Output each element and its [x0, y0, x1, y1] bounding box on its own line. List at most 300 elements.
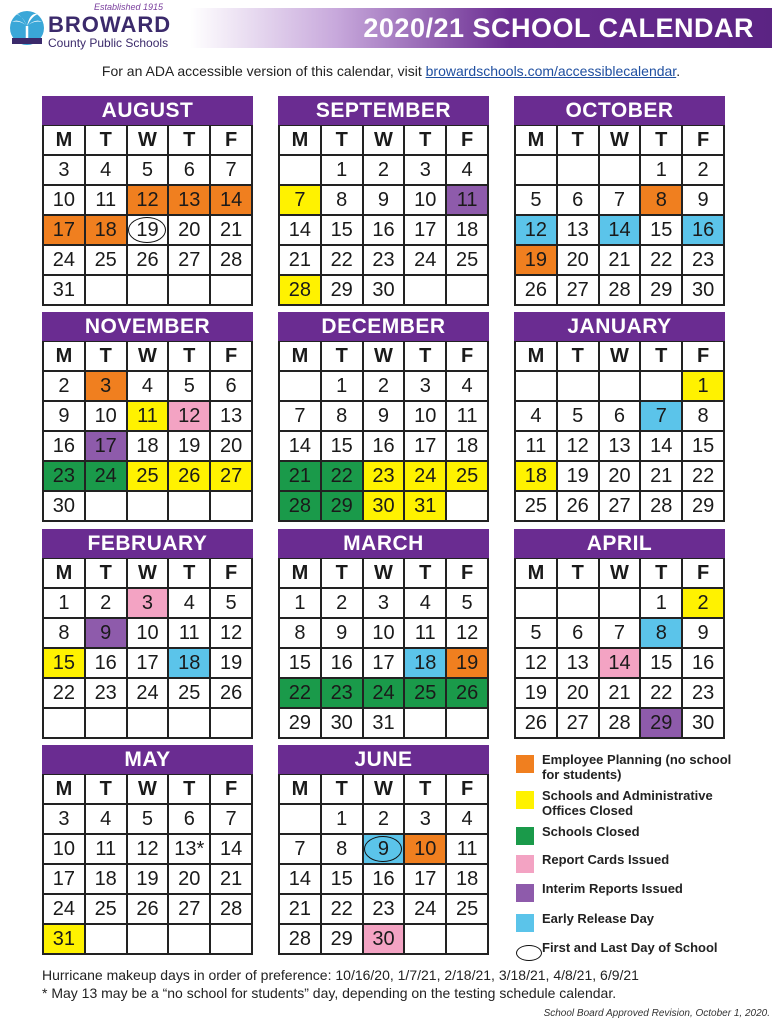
legend-label: Report Cards Issued: [542, 852, 670, 867]
empty-cell: [169, 709, 211, 739]
weekday-label: T: [86, 559, 128, 589]
day-cell: 1: [641, 156, 683, 186]
day-cell: 25: [447, 246, 489, 276]
day-cell: 16: [364, 216, 406, 246]
day-cell: 21: [280, 462, 322, 492]
day-cell: 13: [600, 432, 642, 462]
day-cell: 11: [128, 402, 170, 432]
month-header: SEPTEMBER: [278, 96, 489, 125]
day-cell: 20: [169, 216, 211, 246]
day-cell: 15: [322, 216, 364, 246]
day-cell: 10: [364, 619, 406, 649]
day-cell: 10: [128, 619, 170, 649]
day-cell: 24: [44, 895, 86, 925]
day-cell: 16: [683, 649, 725, 679]
may-13-note: * May 13 may be a “no school for students” day, depending on the testing schedule calendar.: [42, 985, 617, 1001]
day-cell: 6: [558, 619, 600, 649]
weekday-label: T: [641, 126, 683, 156]
weekday-label: T: [322, 342, 364, 372]
day-cell: 19: [128, 216, 170, 246]
day-cell: 17: [405, 432, 447, 462]
day-cell: 24: [86, 462, 128, 492]
month-grid: [278, 341, 489, 522]
month-april: [514, 529, 725, 739]
day-cell: 2: [44, 372, 86, 402]
day-cell: 14: [280, 216, 322, 246]
day-cell: 5: [516, 186, 558, 216]
weekday-label: T: [86, 342, 128, 372]
day-cell: 4: [86, 805, 128, 835]
month-may: [42, 745, 253, 955]
day-cell: 4: [516, 402, 558, 432]
day-cell: 25: [86, 246, 128, 276]
day-cell: 9: [322, 619, 364, 649]
day-cell: 14: [600, 649, 642, 679]
day-cell: 15: [280, 649, 322, 679]
day-cell: 5: [128, 156, 170, 186]
day-cell: 11: [86, 186, 128, 216]
day-cell: 5: [447, 589, 489, 619]
day-cell: 26: [558, 492, 600, 522]
day-cell: 31: [44, 925, 86, 955]
day-cell: 8: [280, 619, 322, 649]
month-header: JANUARY: [514, 312, 725, 341]
day-cell: 24: [405, 246, 447, 276]
day-cell: 18: [86, 216, 128, 246]
day-cell: 28: [211, 895, 253, 925]
empty-cell: [86, 709, 128, 739]
broward-logo: [4, 2, 179, 52]
day-cell: 2: [364, 372, 406, 402]
day-cell: 22: [280, 679, 322, 709]
day-cell: 18: [516, 462, 558, 492]
month-header: FEBRUARY: [42, 529, 253, 558]
day-cell: 6: [211, 372, 253, 402]
weekday-label: M: [280, 342, 322, 372]
month-header: JUNE: [278, 745, 489, 774]
day-cell: 8: [322, 186, 364, 216]
weekday-label: F: [211, 559, 253, 589]
legend-label: Interim Reports Issued: [542, 881, 683, 896]
day-cell: 10: [44, 835, 86, 865]
day-cell: 3: [364, 589, 406, 619]
month-grid: [42, 558, 253, 739]
day-cell: 11: [447, 402, 489, 432]
day-cell: 16: [322, 649, 364, 679]
month-september: [278, 96, 489, 306]
weekday-label: F: [683, 126, 725, 156]
day-cell: 21: [211, 216, 253, 246]
day-cell: 16: [364, 432, 406, 462]
day-cell: 5: [128, 805, 170, 835]
day-cell: 15: [44, 649, 86, 679]
weekday-label: T: [86, 126, 128, 156]
day-cell: 29: [322, 492, 364, 522]
day-cell: 26: [447, 679, 489, 709]
day-cell: 23: [322, 679, 364, 709]
day-cell: 15: [322, 432, 364, 462]
empty-cell: [169, 276, 211, 306]
day-cell: 4: [86, 156, 128, 186]
empty-cell: [211, 925, 253, 955]
day-cell: 18: [447, 216, 489, 246]
day-cell: 19: [128, 865, 170, 895]
weekday-label: M: [516, 126, 558, 156]
empty-cell: [86, 276, 128, 306]
day-cell: 7: [600, 619, 642, 649]
empty-cell: [128, 925, 170, 955]
empty-cell: [211, 492, 253, 522]
day-cell: 23: [683, 679, 725, 709]
day-cell: 28: [211, 246, 253, 276]
day-cell: 26: [128, 895, 170, 925]
day-cell: 13: [211, 402, 253, 432]
weekday-label: M: [280, 126, 322, 156]
month-header: DECEMBER: [278, 312, 489, 341]
weekday-label: F: [211, 342, 253, 372]
ada-suffix: .: [676, 63, 681, 79]
empty-cell: [169, 925, 211, 955]
page-title: 2020/21 SCHOOL CALENDAR: [363, 13, 754, 43]
day-cell: 3: [128, 589, 170, 619]
day-cell: 23: [86, 679, 128, 709]
weekday-label: T: [169, 559, 211, 589]
empty-cell: [447, 925, 489, 955]
day-cell: 7: [600, 186, 642, 216]
day-cell: 18: [405, 649, 447, 679]
day-cell: 4: [447, 156, 489, 186]
day-cell: 24: [405, 462, 447, 492]
day-cell: 16: [683, 216, 725, 246]
day-cell: 20: [558, 679, 600, 709]
day-cell: 17: [44, 216, 86, 246]
logo-subtitle: County Public Schools: [48, 36, 169, 50]
day-cell: 28: [280, 492, 322, 522]
day-cell: 17: [128, 649, 170, 679]
day-cell: 24: [128, 679, 170, 709]
logo-name: BROWARD: [48, 12, 172, 37]
day-cell: 23: [683, 246, 725, 276]
weekday-label: F: [211, 775, 253, 805]
weekday-label: T: [169, 775, 211, 805]
day-cell: 13: [558, 649, 600, 679]
legend-label: Early Release Day: [542, 911, 655, 926]
day-cell: 6: [169, 156, 211, 186]
day-cell: 29: [683, 492, 725, 522]
day-cell: 29: [322, 276, 364, 306]
day-cell: 15: [641, 216, 683, 246]
day-cell: 8: [322, 835, 364, 865]
weekday-label: T: [558, 126, 600, 156]
day-cell: 28: [280, 925, 322, 955]
month-grid: [42, 341, 253, 522]
day-cell: 9: [86, 619, 128, 649]
day-cell: 23: [364, 246, 406, 276]
day-cell: 21: [280, 895, 322, 925]
empty-cell: [447, 709, 489, 739]
weekday-label: T: [558, 559, 600, 589]
day-cell: 30: [683, 709, 725, 739]
day-cell: 25: [86, 895, 128, 925]
day-cell: 30: [364, 492, 406, 522]
day-cell: 21: [211, 865, 253, 895]
day-cell: 24: [405, 895, 447, 925]
month-grid: [42, 125, 253, 306]
day-cell: 29: [641, 276, 683, 306]
day-cell: 16: [44, 432, 86, 462]
empty-cell: [128, 492, 170, 522]
day-cell: 25: [405, 679, 447, 709]
day-cell: 14: [211, 186, 253, 216]
weekday-label: W: [364, 342, 406, 372]
day-cell: 21: [641, 462, 683, 492]
month-grid: [514, 558, 725, 739]
day-cell: 3: [405, 372, 447, 402]
weekday-label: T: [405, 126, 447, 156]
day-cell: 29: [280, 709, 322, 739]
ada-prefix: For an ADA accessible version of this calendar, visit: [101, 63, 426, 79]
day-cell: 24: [44, 246, 86, 276]
day-cell: 25: [128, 462, 170, 492]
day-cell: 21: [600, 246, 642, 276]
day-cell: 11: [405, 619, 447, 649]
day-cell: 11: [447, 186, 489, 216]
month-january: [514, 312, 725, 522]
weekday-label: W: [600, 342, 642, 372]
day-cell: 8: [641, 186, 683, 216]
day-cell: 8: [44, 619, 86, 649]
weekday-label: F: [447, 559, 489, 589]
empty-cell: [405, 276, 447, 306]
day-cell: 10: [405, 186, 447, 216]
day-cell: 30: [364, 276, 406, 306]
day-cell: 15: [322, 865, 364, 895]
day-cell: 22: [322, 895, 364, 925]
day-cell: 15: [683, 432, 725, 462]
day-cell: 16: [86, 649, 128, 679]
weekday-label: T: [641, 559, 683, 589]
weekday-label: F: [683, 559, 725, 589]
day-cell: 14: [211, 835, 253, 865]
day-cell: 4: [447, 805, 489, 835]
day-cell: 19: [516, 246, 558, 276]
day-cell: 12: [169, 402, 211, 432]
day-cell: 8: [322, 402, 364, 432]
day-cell: 23: [44, 462, 86, 492]
weekday-label: W: [364, 775, 406, 805]
weekday-label: W: [128, 775, 170, 805]
day-cell: 3: [44, 805, 86, 835]
day-cell: 8: [683, 402, 725, 432]
day-cell: 10: [405, 402, 447, 432]
blue-square-icon: [516, 914, 534, 932]
day-cell: 28: [600, 276, 642, 306]
month-november: [42, 312, 253, 522]
empty-cell: [447, 492, 489, 522]
day-cell: 28: [600, 709, 642, 739]
day-cell: 21: [600, 679, 642, 709]
empty-cell: [211, 709, 253, 739]
day-cell: 1: [683, 372, 725, 402]
day-cell: 21: [280, 246, 322, 276]
day-cell: 7: [280, 835, 322, 865]
day-cell: 4: [169, 589, 211, 619]
weekday-label: W: [364, 559, 406, 589]
day-cell: 12: [558, 432, 600, 462]
weekday-label: M: [44, 559, 86, 589]
day-cell: 19: [211, 649, 253, 679]
weekday-label: T: [169, 342, 211, 372]
day-cell: 22: [683, 462, 725, 492]
day-cell: 29: [641, 709, 683, 739]
day-cell: 17: [44, 865, 86, 895]
day-cell: 7: [280, 402, 322, 432]
weekday-label: W: [600, 126, 642, 156]
empty-cell: [447, 276, 489, 306]
empty-cell: [86, 492, 128, 522]
empty-cell: [44, 709, 86, 739]
month-grid: [42, 774, 253, 955]
day-cell: 4: [128, 372, 170, 402]
empty-cell: [169, 492, 211, 522]
title-band: [190, 8, 772, 48]
day-cell: 19: [516, 679, 558, 709]
day-cell: 6: [600, 402, 642, 432]
weekday-label: W: [364, 126, 406, 156]
day-cell: 12: [516, 649, 558, 679]
day-cell: 27: [169, 246, 211, 276]
day-cell: 27: [211, 462, 253, 492]
day-cell: 17: [86, 432, 128, 462]
logo-established: Established 1915: [94, 2, 164, 12]
day-cell: 25: [447, 895, 489, 925]
day-cell: 26: [128, 246, 170, 276]
day-cell: 22: [44, 679, 86, 709]
weekday-label: T: [558, 342, 600, 372]
day-cell: 29: [322, 925, 364, 955]
empty-cell: [558, 589, 600, 619]
day-cell: 31: [405, 492, 447, 522]
day-cell: 7: [641, 402, 683, 432]
weekday-label: M: [280, 775, 322, 805]
day-cell: 18: [86, 865, 128, 895]
day-cell: 2: [364, 805, 406, 835]
empty-cell: [516, 589, 558, 619]
day-cell: 13: [169, 186, 211, 216]
green-square-icon: [516, 827, 534, 845]
legend-label: Schools and Administrative Offices Closed: [542, 788, 713, 818]
month-header: OCTOBER: [514, 96, 725, 125]
day-cell: 6: [558, 186, 600, 216]
weekday-label: M: [44, 342, 86, 372]
legend-label: Employee Planning (no school for students): [542, 752, 732, 782]
revision-note: School Board Approved Revision, October 1, 2020.: [543, 1008, 770, 1019]
day-cell: 16: [364, 865, 406, 895]
day-cell: 19: [558, 462, 600, 492]
day-cell: 11: [516, 432, 558, 462]
day-cell: 4: [447, 372, 489, 402]
weekday-label: T: [405, 559, 447, 589]
month-february: [42, 529, 253, 739]
ada-link[interactable]: browardschools.com/accessiblecalendar: [425, 63, 677, 79]
day-cell: 13: [558, 216, 600, 246]
month-grid: [278, 125, 489, 306]
day-cell: 1: [322, 156, 364, 186]
day-cell: 31: [364, 709, 406, 739]
day-cell: 17: [405, 865, 447, 895]
day-cell: 9: [683, 619, 725, 649]
day-cell: 12: [211, 619, 253, 649]
header: [0, 0, 782, 56]
month-header: AUGUST: [42, 96, 253, 125]
pink-square-icon: [516, 855, 534, 873]
empty-cell: [516, 372, 558, 402]
month-june: [278, 745, 489, 955]
day-cell: 30: [364, 925, 406, 955]
month-october: [514, 96, 725, 306]
day-cell: 3: [86, 372, 128, 402]
day-cell: 8: [641, 619, 683, 649]
empty-cell: [280, 372, 322, 402]
day-cell: 5: [211, 589, 253, 619]
empty-cell: [516, 156, 558, 186]
ada-notice: [0, 63, 782, 79]
day-cell: 23: [364, 895, 406, 925]
day-cell: 9: [364, 186, 406, 216]
day-cell: 3: [44, 156, 86, 186]
day-cell: 12: [447, 619, 489, 649]
weekday-label: T: [641, 342, 683, 372]
empty-cell: [211, 276, 253, 306]
day-cell: 2: [364, 156, 406, 186]
day-cell: 9: [364, 402, 406, 432]
day-cell: 9: [44, 402, 86, 432]
day-cell: 19: [169, 432, 211, 462]
month-grid: [278, 774, 489, 955]
day-cell: 24: [364, 679, 406, 709]
day-cell: 26: [516, 276, 558, 306]
month-grid: [278, 558, 489, 739]
weekday-label: T: [405, 775, 447, 805]
day-cell: 27: [558, 709, 600, 739]
day-cell: 18: [128, 432, 170, 462]
weekday-label: T: [322, 775, 364, 805]
day-cell: 20: [211, 432, 253, 462]
day-cell: 22: [322, 246, 364, 276]
day-cell: 27: [558, 276, 600, 306]
weekday-label: M: [44, 775, 86, 805]
day-cell: 10: [405, 835, 447, 865]
empty-cell: [128, 709, 170, 739]
day-cell: 30: [44, 492, 86, 522]
weekday-label: W: [128, 559, 170, 589]
weekday-label: W: [128, 342, 170, 372]
weekday-label: W: [128, 126, 170, 156]
day-cell: 7: [211, 156, 253, 186]
day-cell: 28: [280, 276, 322, 306]
day-cell: 1: [280, 589, 322, 619]
month-header: MARCH: [278, 529, 489, 558]
day-cell: 26: [516, 709, 558, 739]
weekday-label: M: [44, 126, 86, 156]
empty-cell: [600, 156, 642, 186]
day-cell: 12: [128, 186, 170, 216]
day-cell: 4: [405, 589, 447, 619]
empty-cell: [600, 372, 642, 402]
weekday-label: T: [322, 559, 364, 589]
day-cell: 14: [280, 432, 322, 462]
day-cell: 14: [600, 216, 642, 246]
